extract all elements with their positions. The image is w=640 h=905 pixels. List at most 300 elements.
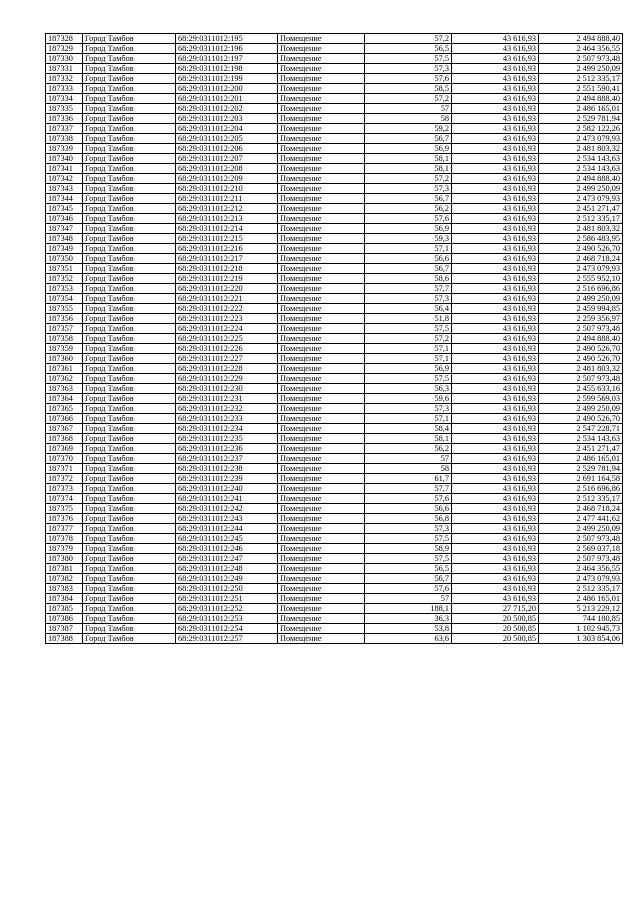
table-row (46, 64, 623, 74)
cadastral-number-cell: 68:29:0311012:227 (176, 354, 278, 364)
city-cell: Город Тамбов (83, 444, 176, 454)
row-number-cell: 187363 (46, 384, 83, 394)
unit-price-cell: 43 616,93 (452, 334, 539, 344)
cadastral-number-cell: 68:29:0311012:257 (176, 634, 278, 644)
row-number-cell: 187373 (46, 484, 83, 494)
row-number-cell: 187388 (46, 634, 83, 644)
table-row (46, 464, 623, 474)
area-cell: 57,7 (365, 484, 452, 494)
cadastral-number-cell: 68:29:0311012:231 (176, 394, 278, 404)
area-cell: 57,1 (365, 244, 452, 254)
object-type-cell: Помещение (278, 324, 365, 334)
cadastral-number-cell: 68:29:0311012:201 (176, 94, 278, 104)
area-cell: 57,2 (365, 34, 452, 44)
city-cell: Город Тамбов (83, 584, 176, 594)
city-cell: Город Тамбов (83, 284, 176, 294)
unit-price-cell: 43 616,93 (452, 254, 539, 264)
city-cell: Город Тамбов (83, 104, 176, 114)
table-row (46, 234, 623, 244)
area-cell: 57,6 (365, 214, 452, 224)
city-cell: Город Тамбов (83, 324, 176, 334)
cadastral-value-cell: 2 512 335,17 (539, 494, 623, 504)
cadastral-number-cell: 68:29:0311012:238 (176, 464, 278, 474)
area-cell: 57,3 (365, 64, 452, 74)
table-row (46, 284, 623, 294)
city-cell: Город Тамбов (83, 504, 176, 514)
city-cell: Город Тамбов (83, 144, 176, 154)
row-number-cell: 187343 (46, 184, 83, 194)
unit-price-cell: 43 616,93 (452, 564, 539, 574)
table-row (46, 534, 623, 544)
table-row (46, 84, 623, 94)
area-cell: 51,8 (365, 314, 452, 324)
city-cell: Город Тамбов (83, 594, 176, 604)
cadastral-number-cell: 68:29:0311012:210 (176, 184, 278, 194)
table-row (46, 54, 623, 64)
cadastral-value-cell: 2 486 165,01 (539, 104, 623, 114)
row-number-cell: 187382 (46, 574, 83, 584)
row-number-cell: 187331 (46, 64, 83, 74)
area-cell: 56,8 (365, 514, 452, 524)
object-type-cell: Помещение (278, 304, 365, 314)
row-number-cell: 187354 (46, 294, 83, 304)
object-type-cell: Помещение (278, 174, 365, 184)
unit-price-cell: 43 616,93 (452, 144, 539, 154)
city-cell: Город Тамбов (83, 334, 176, 344)
row-number-cell: 187365 (46, 404, 83, 414)
area-cell: 57,5 (365, 374, 452, 384)
object-type-cell: Помещение (278, 74, 365, 84)
cadastral-number-cell: 68:29:0311012:254 (176, 624, 278, 634)
area-cell: 56,9 (365, 364, 452, 374)
city-cell: Город Тамбов (83, 114, 176, 124)
cadastral-number-cell: 68:29:0311012:206 (176, 144, 278, 154)
row-number-cell: 187333 (46, 84, 83, 94)
cadastral-value-cell: 2 499 250,09 (539, 404, 623, 414)
city-cell: Город Тамбов (83, 184, 176, 194)
unit-price-cell: 43 616,93 (452, 414, 539, 424)
unit-price-cell: 43 616,93 (452, 114, 539, 124)
cadastral-number-cell: 68:29:0311012:199 (176, 74, 278, 84)
area-cell: 188,1 (365, 604, 452, 614)
row-number-cell: 187370 (46, 454, 83, 464)
city-cell: Город Тамбов (83, 604, 176, 614)
cadastral-value-cell: 2 512 335,17 (539, 74, 623, 84)
area-cell: 56,6 (365, 504, 452, 514)
city-cell: Город Тамбов (83, 224, 176, 234)
cadastral-number-cell: 68:29:0311012:207 (176, 154, 278, 164)
city-cell: Город Тамбов (83, 164, 176, 174)
row-number-cell: 187359 (46, 344, 83, 354)
table-row (46, 74, 623, 84)
cadastral-number-cell: 68:29:0311012:208 (176, 164, 278, 174)
unit-price-cell: 43 616,93 (452, 74, 539, 84)
area-cell: 57,2 (365, 334, 452, 344)
object-type-cell: Помещение (278, 404, 365, 414)
row-number-cell: 187345 (46, 204, 83, 214)
city-cell: Город Тамбов (83, 564, 176, 574)
row-number-cell: 187335 (46, 104, 83, 114)
cadastral-number-cell: 68:29:0311012:243 (176, 514, 278, 524)
object-type-cell: Помещение (278, 354, 365, 364)
cadastral-value-cell: 2 529 781,94 (539, 114, 623, 124)
object-type-cell: Помещение (278, 114, 365, 124)
row-number-cell: 187352 (46, 274, 83, 284)
cadastral-value-cell: 2 555 952,10 (539, 274, 623, 284)
unit-price-cell: 43 616,93 (452, 444, 539, 454)
area-cell: 56,2 (365, 444, 452, 454)
row-number-cell: 187381 (46, 564, 83, 574)
unit-price-cell: 43 616,93 (452, 484, 539, 494)
cadastral-value-cell: 2 507 973,48 (539, 54, 623, 64)
table-row (46, 114, 623, 124)
cadastral-number-cell: 68:29:0311012:241 (176, 494, 278, 504)
row-number-cell: 187330 (46, 54, 83, 64)
object-type-cell: Помещение (278, 54, 365, 64)
city-cell: Город Тамбов (83, 384, 176, 394)
unit-price-cell: 43 616,93 (452, 454, 539, 464)
row-number-cell: 187371 (46, 464, 83, 474)
cadastral-number-cell: 68:29:0311012:220 (176, 284, 278, 294)
cadastral-value-cell: 2 586 483,95 (539, 234, 623, 244)
unit-price-cell: 43 616,93 (452, 384, 539, 394)
table-row (46, 444, 623, 454)
object-type-cell: Помещение (278, 634, 365, 644)
row-number-cell: 187357 (46, 324, 83, 334)
city-cell: Город Тамбов (83, 494, 176, 504)
unit-price-cell: 43 616,93 (452, 504, 539, 514)
row-number-cell: 187377 (46, 524, 83, 534)
unit-price-cell: 20 500,85 (452, 624, 539, 634)
object-type-cell: Помещение (278, 264, 365, 274)
unit-price-cell: 43 616,93 (452, 524, 539, 534)
area-cell: 56,6 (365, 254, 452, 264)
cadastral-number-cell: 68:29:0311012:230 (176, 384, 278, 394)
area-cell: 57,3 (365, 524, 452, 534)
table-row (46, 594, 623, 604)
cadastral-value-cell: 2 507 973,48 (539, 374, 623, 384)
cadastral-value-cell: 2 499 250,09 (539, 64, 623, 74)
row-number-cell: 187383 (46, 584, 83, 594)
cadastral-number-cell: 68:29:0311012:253 (176, 614, 278, 624)
row-number-cell: 187362 (46, 374, 83, 384)
cadastral-number-cell: 68:29:0311012:233 (176, 414, 278, 424)
city-cell: Город Тамбов (83, 374, 176, 384)
cadastral-value-cell: 2 464 356,55 (539, 44, 623, 54)
cadastral-value-cell: 2 473 079,93 (539, 264, 623, 274)
object-type-cell: Помещение (278, 514, 365, 524)
unit-price-cell: 43 616,93 (452, 514, 539, 524)
row-number-cell: 187387 (46, 624, 83, 634)
area-cell: 58 (365, 114, 452, 124)
city-cell: Город Тамбов (83, 624, 176, 634)
table-row (46, 634, 623, 644)
area-cell: 57,6 (365, 74, 452, 84)
cadastral-value-cell: 1 303 854,06 (539, 634, 623, 644)
table-row (46, 624, 623, 634)
object-type-cell: Помещение (278, 204, 365, 214)
object-type-cell: Помещение (278, 534, 365, 544)
cadastral-value-cell: 2 582 122,26 (539, 124, 623, 134)
cadastral-number-cell: 68:29:0311012:240 (176, 484, 278, 494)
cadastral-value-cell: 2 473 079,93 (539, 194, 623, 204)
city-cell: Город Тамбов (83, 534, 176, 544)
unit-price-cell: 43 616,93 (452, 594, 539, 604)
object-type-cell: Помещение (278, 234, 365, 244)
cadastral-number-cell: 68:29:0311012:222 (176, 304, 278, 314)
cadastral-number-cell: 68:29:0311012:195 (176, 34, 278, 44)
area-cell: 58,1 (365, 434, 452, 444)
area-cell: 57,5 (365, 324, 452, 334)
city-cell: Город Тамбов (83, 394, 176, 404)
table-row (46, 304, 623, 314)
row-number-cell: 187329 (46, 44, 83, 54)
unit-price-cell: 43 616,93 (452, 544, 539, 554)
row-number-cell: 187332 (46, 74, 83, 84)
unit-price-cell: 43 616,93 (452, 494, 539, 504)
area-cell: 57,5 (365, 534, 452, 544)
area-cell: 36,3 (365, 614, 452, 624)
object-type-cell: Помещение (278, 294, 365, 304)
cadastral-value-cell: 744 180,85 (539, 614, 623, 624)
unit-price-cell: 43 616,93 (452, 314, 539, 324)
cadastral-value-cell: 2 507 973,48 (539, 554, 623, 564)
table-row (46, 404, 623, 414)
row-number-cell: 187356 (46, 314, 83, 324)
table-row (46, 144, 623, 154)
cadastral-number-cell: 68:29:0311012:246 (176, 544, 278, 554)
city-cell: Город Тамбов (83, 364, 176, 374)
row-number-cell: 187372 (46, 474, 83, 484)
city-cell: Город Тамбов (83, 574, 176, 584)
table-row (46, 214, 623, 224)
object-type-cell: Помещение (278, 584, 365, 594)
area-cell: 57,1 (365, 354, 452, 364)
object-type-cell: Помещение (278, 64, 365, 74)
unit-price-cell: 43 616,93 (452, 534, 539, 544)
object-type-cell: Помещение (278, 414, 365, 424)
city-cell: Город Тамбов (83, 234, 176, 244)
row-number-cell: 187379 (46, 544, 83, 554)
row-number-cell: 187361 (46, 364, 83, 374)
cadastral-number-cell: 68:29:0311012:248 (176, 564, 278, 574)
unit-price-cell: 43 616,93 (452, 104, 539, 114)
table-row (46, 314, 623, 324)
city-cell: Город Тамбов (83, 124, 176, 134)
row-number-cell: 187366 (46, 414, 83, 424)
row-number-cell: 187337 (46, 124, 83, 134)
row-number-cell: 187375 (46, 504, 83, 514)
row-number-cell: 187380 (46, 554, 83, 564)
table-row (46, 44, 623, 54)
object-type-cell: Помещение (278, 224, 365, 234)
area-cell: 58 (365, 464, 452, 474)
city-cell: Город Тамбов (83, 484, 176, 494)
area-cell: 56,3 (365, 384, 452, 394)
area-cell: 57,3 (365, 294, 452, 304)
cadastral-number-cell: 68:29:0311012:237 (176, 454, 278, 464)
row-number-cell: 187386 (46, 614, 83, 624)
city-cell: Город Тамбов (83, 174, 176, 184)
area-cell: 56,7 (365, 134, 452, 144)
city-cell: Город Тамбов (83, 194, 176, 204)
cadastral-number-cell: 68:29:0311012:213 (176, 214, 278, 224)
row-number-cell: 187347 (46, 224, 83, 234)
unit-price-cell: 43 616,93 (452, 284, 539, 294)
table-row (46, 194, 623, 204)
cadastral-value-cell: 2 547 228,71 (539, 424, 623, 434)
cadastral-value-cell: 2 512 335,17 (539, 214, 623, 224)
area-cell: 56,5 (365, 44, 452, 54)
city-cell: Город Тамбов (83, 554, 176, 564)
cadastral-number-cell: 68:29:0311012:251 (176, 594, 278, 604)
cadastral-number-cell: 68:29:0311012:204 (176, 124, 278, 134)
table-row (46, 484, 623, 494)
city-cell: Город Тамбов (83, 474, 176, 484)
unit-price-cell: 43 616,93 (452, 204, 539, 214)
table-row (46, 354, 623, 364)
row-number-cell: 187355 (46, 304, 83, 314)
table-row (46, 514, 623, 524)
cadastral-value-cell: 5 213 229,12 (539, 604, 623, 614)
area-cell: 57,3 (365, 184, 452, 194)
row-number-cell: 187351 (46, 264, 83, 274)
area-cell: 59,6 (365, 394, 452, 404)
cadastral-value-cell: 2 473 079,93 (539, 134, 623, 144)
row-number-cell: 187385 (46, 604, 83, 614)
object-type-cell: Помещение (278, 194, 365, 204)
table-row (46, 254, 623, 264)
area-cell: 63,6 (365, 634, 452, 644)
cadastral-number-cell: 68:29:0311012:203 (176, 114, 278, 124)
cadastral-value-cell: 2 494 888,40 (539, 34, 623, 44)
object-type-cell: Помещение (278, 274, 365, 284)
table-row (46, 324, 623, 334)
object-type-cell: Помещение (278, 394, 365, 404)
area-cell: 56,9 (365, 144, 452, 154)
cadastral-value-cell: 2 494 888,40 (539, 174, 623, 184)
table-row (46, 164, 623, 174)
area-cell: 57,1 (365, 344, 452, 354)
cadastral-value-cell: 2 486 165,01 (539, 594, 623, 604)
cadastral-value-cell: 2 499 250,09 (539, 294, 623, 304)
table-row (46, 244, 623, 254)
city-cell: Город Тамбов (83, 404, 176, 414)
cadastral-value-cell: 2 507 973,48 (539, 534, 623, 544)
cadastral-number-cell: 68:29:0311012:250 (176, 584, 278, 594)
cadastral-number-cell: 68:29:0311012:214 (176, 224, 278, 234)
table-body (46, 34, 623, 644)
area-cell: 59,3 (365, 234, 452, 244)
city-cell: Город Тамбов (83, 514, 176, 524)
unit-price-cell: 43 616,93 (452, 44, 539, 54)
unit-price-cell: 43 616,93 (452, 184, 539, 194)
row-number-cell: 187328 (46, 34, 83, 44)
object-type-cell: Помещение (278, 434, 365, 444)
table-row (46, 364, 623, 374)
object-type-cell: Помещение (278, 34, 365, 44)
city-cell: Город Тамбов (83, 414, 176, 424)
unit-price-cell: 43 616,93 (452, 134, 539, 144)
cadastral-number-cell: 68:29:0311012:218 (176, 264, 278, 274)
cadastral-value-cell: 2 494 888,40 (539, 94, 623, 104)
unit-price-cell: 43 616,93 (452, 264, 539, 274)
object-type-cell: Помещение (278, 464, 365, 474)
unit-price-cell: 20 500,85 (452, 634, 539, 644)
area-cell: 57,5 (365, 554, 452, 564)
cadastral-number-cell: 68:29:0311012:247 (176, 554, 278, 564)
cadastral-value-cell: 2 534 143,63 (539, 154, 623, 164)
unit-price-cell: 43 616,93 (452, 54, 539, 64)
object-type-cell: Помещение (278, 504, 365, 514)
table-row (46, 524, 623, 534)
cadastral-value-cell: 2 451 271,47 (539, 204, 623, 214)
unit-price-cell: 43 616,93 (452, 84, 539, 94)
object-type-cell: Помещение (278, 134, 365, 144)
cadastral-number-cell: 68:29:0311012:202 (176, 104, 278, 114)
cadastral-value-table (45, 33, 623, 644)
unit-price-cell: 43 616,93 (452, 234, 539, 244)
unit-price-cell: 43 616,93 (452, 174, 539, 184)
row-number-cell: 187336 (46, 114, 83, 124)
city-cell: Город Тамбов (83, 274, 176, 284)
table-row (46, 224, 623, 234)
cadastral-number-cell: 68:29:0311012:211 (176, 194, 278, 204)
table-row (46, 134, 623, 144)
area-cell: 57,3 (365, 404, 452, 414)
cadastral-value-cell: 2 451 271,47 (539, 444, 623, 454)
unit-price-cell: 43 616,93 (452, 224, 539, 234)
table-row (46, 544, 623, 554)
unit-price-cell: 43 616,93 (452, 274, 539, 284)
city-cell: Город Тамбов (83, 254, 176, 264)
row-number-cell: 187384 (46, 594, 83, 604)
unit-price-cell: 43 616,93 (452, 194, 539, 204)
unit-price-cell: 43 616,93 (452, 94, 539, 104)
cadastral-number-cell: 68:29:0311012:198 (176, 64, 278, 74)
area-cell: 56,7 (365, 194, 452, 204)
area-cell: 58,5 (365, 84, 452, 94)
table-row (46, 394, 623, 404)
city-cell: Город Тамбов (83, 34, 176, 44)
area-cell: 56,4 (365, 304, 452, 314)
table-row (46, 384, 623, 394)
unit-price-cell: 43 616,93 (452, 374, 539, 384)
table-row (46, 334, 623, 344)
cadastral-number-cell: 68:29:0311012:232 (176, 404, 278, 414)
object-type-cell: Помещение (278, 284, 365, 294)
cadastral-value-cell: 2 569 037,18 (539, 544, 623, 554)
city-cell: Город Тамбов (83, 524, 176, 534)
city-cell: Город Тамбов (83, 344, 176, 354)
table-row (46, 204, 623, 214)
city-cell: Город Тамбов (83, 134, 176, 144)
row-number-cell: 187342 (46, 174, 83, 184)
table-row (46, 94, 623, 104)
cadastral-number-cell: 68:29:0311012:236 (176, 444, 278, 454)
table-row (46, 34, 623, 44)
cadastral-number-cell: 68:29:0311012:224 (176, 324, 278, 334)
row-number-cell: 187334 (46, 94, 83, 104)
table-row (46, 614, 623, 624)
cadastral-value-cell: 2 455 633,16 (539, 384, 623, 394)
unit-price-cell: 43 616,93 (452, 584, 539, 594)
area-cell: 57 (365, 594, 452, 604)
cadastral-value-cell: 2 459 994,85 (539, 304, 623, 314)
table-row (46, 274, 623, 284)
table-row (46, 104, 623, 114)
object-type-cell: Помещение (278, 454, 365, 464)
